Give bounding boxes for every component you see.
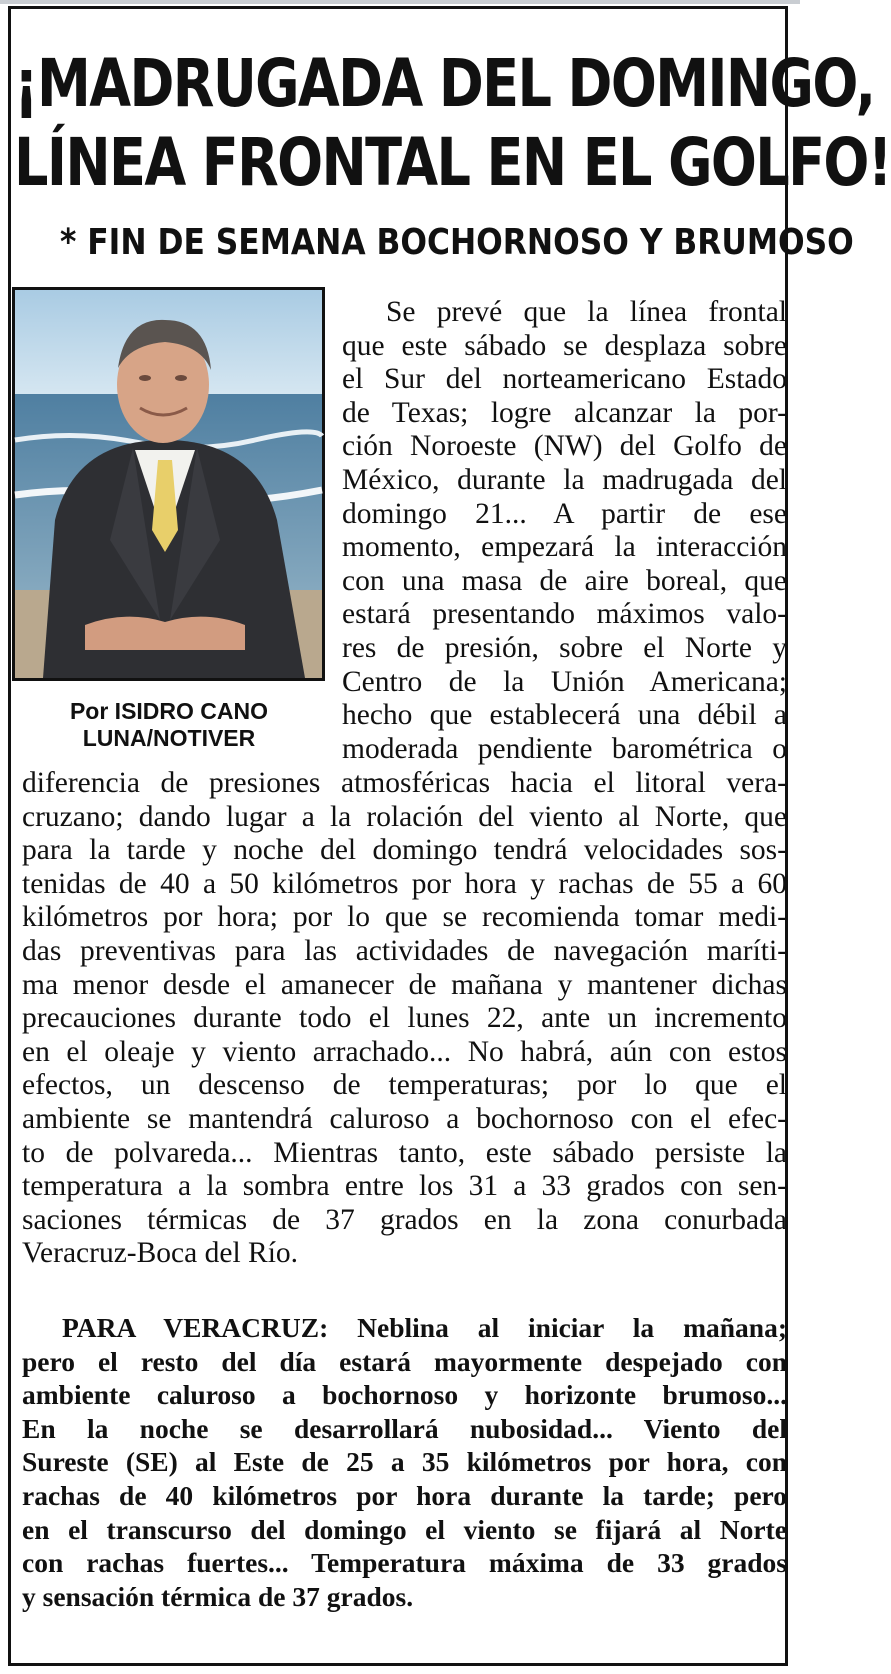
forecast-line: en el transcurso del domingo el viento se fijará al Norte [22, 1513, 787, 1545]
author-photo [12, 287, 325, 681]
text-line: Se prevé que la línea frontal [386, 296, 787, 328]
text-line: cruzano; dando lugar a la rolación del viento al Norte, que [22, 800, 787, 833]
headline [14, 44, 891, 202]
text-line: Centro de la Unión Americana; [342, 665, 787, 698]
text-line: to de polvareda... Mientras tanto, este sábado persiste la [22, 1136, 787, 1169]
text-line: en el oleaje y viento arrachado... No habrá, aún con estos [22, 1035, 787, 1068]
headline-line-1: ¡MADRUGADA DEL DOMINGO, [14, 45, 875, 122]
text-line: con una masa de aire boreal, que [342, 564, 787, 597]
forecast-line: pero el resto del día estará mayormente despejado con [22, 1345, 787, 1377]
text-line: momento, empezará la interacción [342, 531, 787, 564]
body-text-full-width [22, 767, 787, 1271]
forecast-line: ambiente caluroso a bochornoso y horizonte brumoso... [22, 1379, 787, 1411]
text-line: que este sábado se desplaza sobre [342, 329, 787, 362]
text-line: el Sur del norteamericano Estado [342, 363, 787, 396]
text-line: para la tarde y noche del domingo tendrá velocidades sos- [22, 834, 787, 867]
text-line: hecho que establecerá una débil a [342, 699, 787, 732]
text-line: das preventivas para las actividades de navegación maríti- [22, 934, 787, 967]
text-line: saciones térmicas de 37 grados en la zona conurbada [22, 1203, 787, 1236]
text-line: Veracruz-Boca del Río. [22, 1237, 299, 1270]
byline-line-1: Por ISIDRO CANO [69, 698, 269, 724]
byline [14, 698, 324, 752]
text-line: de Texas; logre alcanzar la por- [342, 396, 787, 429]
text-line: precauciones durante todo el lunes 22, ante un incremento [22, 1002, 787, 1035]
text-line: moderada pendiente barométrica o [342, 732, 787, 765]
text-line: tenidas de 40 a 50 kilómetros por hora y rachas de 55 a 60 [22, 867, 787, 900]
text-line: ción Noroeste (NW) del Golfo de [342, 430, 787, 463]
forecast-line: En la noche se desarrollará nubosidad... Viento del [22, 1412, 787, 1444]
text-line: efectos, un descenso de temperaturas; por lo que el [22, 1069, 787, 1102]
subheadline: * FIN DE SEMANA BOCHORNOSO Y BRUMOSO [60, 222, 854, 263]
headline-line-2: LÍNEA FRONTAL EN EL GOLFO! [14, 124, 891, 202]
byline-line-2: LUNA/NOTIVER [82, 725, 256, 751]
forecast-line: Sureste (SE) al Este de 25 a 35 kilómetros por hora, con [22, 1446, 787, 1478]
veracruz-forecast [22, 1311, 787, 1613]
forecast-line: rachas de 40 kilómetros por hora durante la tarde; pero [22, 1479, 787, 1511]
text-line: México, durante la madrugada del [342, 463, 787, 496]
text-line: kilómetros por hora; por lo que se recomienda tomar medi- [22, 901, 787, 934]
text-line: diferencia de presiones atmosféricas hacia el litoral vera- [22, 767, 787, 799]
forecast-line: con rachas fuertes... Temperatura máxima de 33 grados [22, 1547, 787, 1579]
text-line: domingo 21... A partir de ese [342, 497, 787, 530]
text-line: ma menor desde el amanecer de mañana y mantener dichas [22, 968, 787, 1001]
text-line: res de presión, sobre el Norte y [342, 631, 787, 664]
text-line: estará presentando máximos valo- [342, 598, 787, 631]
forecast-line: y sensación térmica de 37 grados. [22, 1580, 414, 1612]
body-text-column [342, 296, 787, 766]
text-line: ambiente se mantendrá caluroso a bochornoso con el efec- [22, 1102, 787, 1135]
forecast-line: PARA VERACRUZ: Neblina al iniciar la mañana; [62, 1312, 787, 1343]
top-edge-strip [0, 0, 800, 4]
text-line: temperatura a la sombra entre los 31 a 33 grados con sen- [22, 1170, 787, 1203]
